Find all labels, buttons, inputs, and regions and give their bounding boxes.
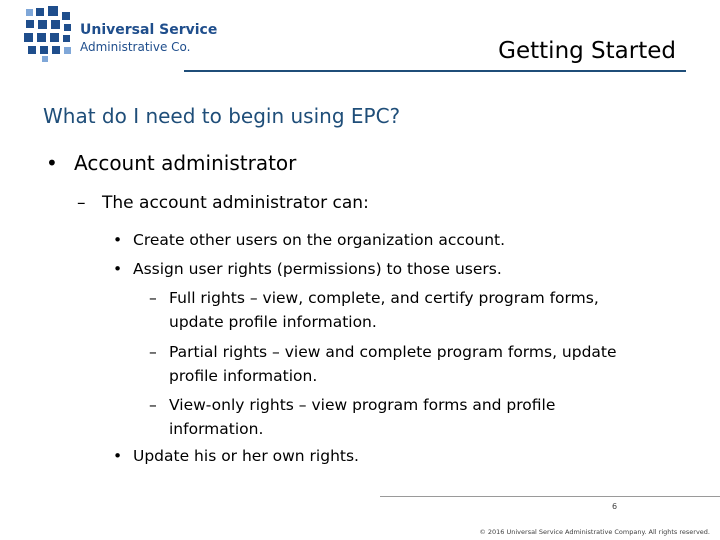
- dash-marker: –: [149, 289, 157, 307]
- bullet-text: Assign user rights (permissions) to those users.: [133, 260, 502, 278]
- title-underline: [184, 70, 686, 72]
- subbullet-admin-can: [77, 193, 369, 213]
- dash-marker: –: [77, 193, 86, 213]
- subbullet-text: Full rights – view, complete, and certify program forms, update profile information.: [169, 289, 599, 331]
- bullet-marker: •: [113, 447, 123, 465]
- page-number: 6: [612, 502, 618, 511]
- subbullet-view-only-rights: [149, 393, 555, 441]
- dash-marker: –: [149, 396, 157, 414]
- dash-marker: –: [149, 343, 157, 361]
- bullet-marker: •: [113, 260, 123, 278]
- usac-grid-logo-icon: [22, 6, 78, 62]
- bullet-marker: •: [113, 231, 123, 249]
- bullet-account-administrator: [46, 151, 296, 175]
- slide-heading: What do I need to begin using EPC?: [43, 104, 401, 128]
- copyright-notice: © 2016 Universal Service Administrative Company. All rights reserved.: [479, 528, 710, 536]
- bullet-assign-rights: [113, 260, 502, 278]
- footer-divider: [380, 496, 720, 497]
- bullet-create-users: [113, 231, 505, 249]
- subbullet-text: View-only rights – view program forms and profile information.: [169, 396, 556, 438]
- bullet-marker: •: [46, 151, 58, 175]
- logo-name-line1: Universal Service: [80, 22, 218, 38]
- bullet-text: Account administrator: [74, 151, 297, 175]
- subbullet-full-rights: [149, 286, 599, 334]
- subbullet-text: Partial rights – view and complete program forms, update profile information.: [169, 343, 617, 385]
- bullet-update-own-rights: [113, 447, 359, 465]
- slide-title: Getting Started: [498, 38, 676, 64]
- logo-name-line2: Administrative Co.: [80, 40, 191, 54]
- bullet-text: Create other users on the organization account.: [133, 231, 506, 249]
- usac-logo: [22, 6, 218, 62]
- bullet-text: Update his or her own rights.: [133, 447, 359, 465]
- subbullet-text: The account administrator can:: [102, 193, 369, 213]
- subbullet-partial-rights: [149, 340, 617, 388]
